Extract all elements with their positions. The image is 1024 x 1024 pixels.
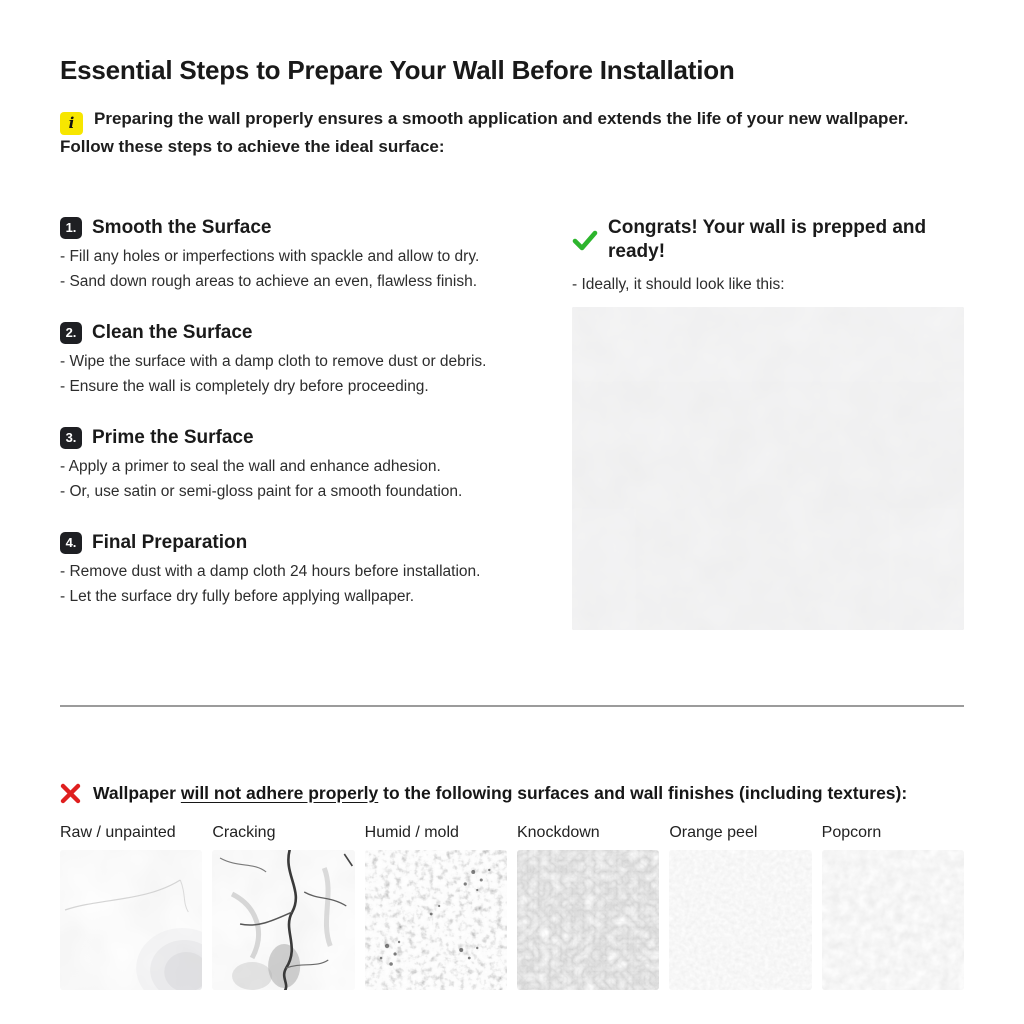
orange-peel-texture-image (669, 850, 811, 990)
step-2-bullet-1: - Wipe the surface with a damp cloth to remove dust or debris. (60, 352, 487, 370)
step-4-bullet-1: - Remove dust with a damp cloth 24 hours before installation. (60, 562, 481, 580)
intro-paragraph (60, 107, 964, 159)
info-icon: i (60, 112, 83, 135)
warning-text (93, 781, 907, 806)
step-2-title: Clean the Surface (92, 321, 253, 343)
intro-line-2: Follow these steps to achieve the ideal surface: (60, 136, 445, 156)
steps-column (60, 216, 515, 630)
step-3-bullet-1: - Apply a primer to seal the wall and enhance adhesion. (60, 457, 441, 475)
step-1 (60, 216, 515, 292)
surface-label-knockdown: Knockdown (516, 823, 600, 841)
step-1-number-badge: 1. (60, 217, 82, 239)
surface-label-cracking: Cracking (212, 823, 276, 841)
step-1-bullet-1: - Fill any holes or imperfections with spackle and allow to dry. (60, 247, 480, 265)
step-3-bullet-2: - Or, use satin or semi-gloss paint for a smooth foundation. (60, 482, 463, 500)
warning-heading (60, 781, 964, 806)
surface-label-orange-peel: Orange peel (669, 823, 758, 841)
result-column (572, 216, 964, 630)
surface-knockdown (517, 822, 659, 990)
result-title: Congrats! Your wall is prepped and ready! (608, 216, 927, 262)
surface-raw-unpainted (60, 822, 202, 990)
surface-orange-peel (669, 822, 811, 990)
step-2-bullet-2: - Ensure the wall is completely dry before proceeding. (60, 377, 429, 395)
surface-label-popcorn: Popcorn (821, 823, 882, 841)
result-note: - Ideally, it should look like this: (572, 275, 785, 293)
x-icon (60, 783, 81, 804)
humid-mold-texture-image (365, 850, 507, 990)
step-1-bullet-2: - Sand down rough areas to achieve an even, flawless finish. (60, 272, 478, 290)
cracking-texture-image (212, 850, 354, 990)
intro-line-1: Preparing the wall properly ensures a smooth application and extends the life of your new wallpaper. (94, 109, 909, 128)
step-4-heading (60, 531, 515, 555)
step-3-heading (60, 426, 515, 450)
raw-unpainted-texture-image (60, 850, 202, 990)
check-icon (572, 229, 598, 251)
knockdown-texture-image (517, 850, 659, 990)
step-4 (60, 531, 515, 607)
step-3 (60, 426, 515, 502)
warning-text-emphasis: will not adhere properly (180, 782, 379, 803)
warning-text-suffix: to the following surfaces and wall finishes (including textures): (378, 782, 908, 803)
step-4-bullet-2: - Let the surface dry fully before applying wallpaper. (60, 587, 415, 605)
surface-cracking (212, 822, 354, 990)
smooth-prepped-wall-image (572, 307, 964, 630)
step-2 (60, 321, 515, 397)
popcorn-texture-image (822, 850, 964, 990)
main-columns (60, 216, 964, 630)
step-4-title: Final Preparation (92, 531, 248, 553)
step-2-number-badge: 2. (60, 322, 82, 344)
surface-humid-mold (365, 822, 507, 990)
page-title: Essential Steps to Prepare Your Wall Before Installation (60, 55, 735, 85)
step-1-title: Smooth the Surface (92, 216, 272, 238)
result-heading (572, 216, 964, 264)
surface-label-humid-mold: Humid / mold (364, 823, 459, 841)
surface-popcorn (822, 822, 964, 990)
step-2-heading (60, 321, 515, 345)
bad-surfaces-grid (60, 822, 964, 990)
step-3-title: Prime the Surface (92, 426, 254, 448)
step-4-number-badge: 4. (60, 532, 82, 554)
section-divider (60, 705, 964, 707)
step-3-number-badge: 3. (60, 427, 82, 449)
step-1-heading (60, 216, 515, 240)
surface-label-raw-unpainted: Raw / unpainted (60, 823, 176, 841)
warning-text-prefix: Wallpaper (93, 782, 181, 803)
